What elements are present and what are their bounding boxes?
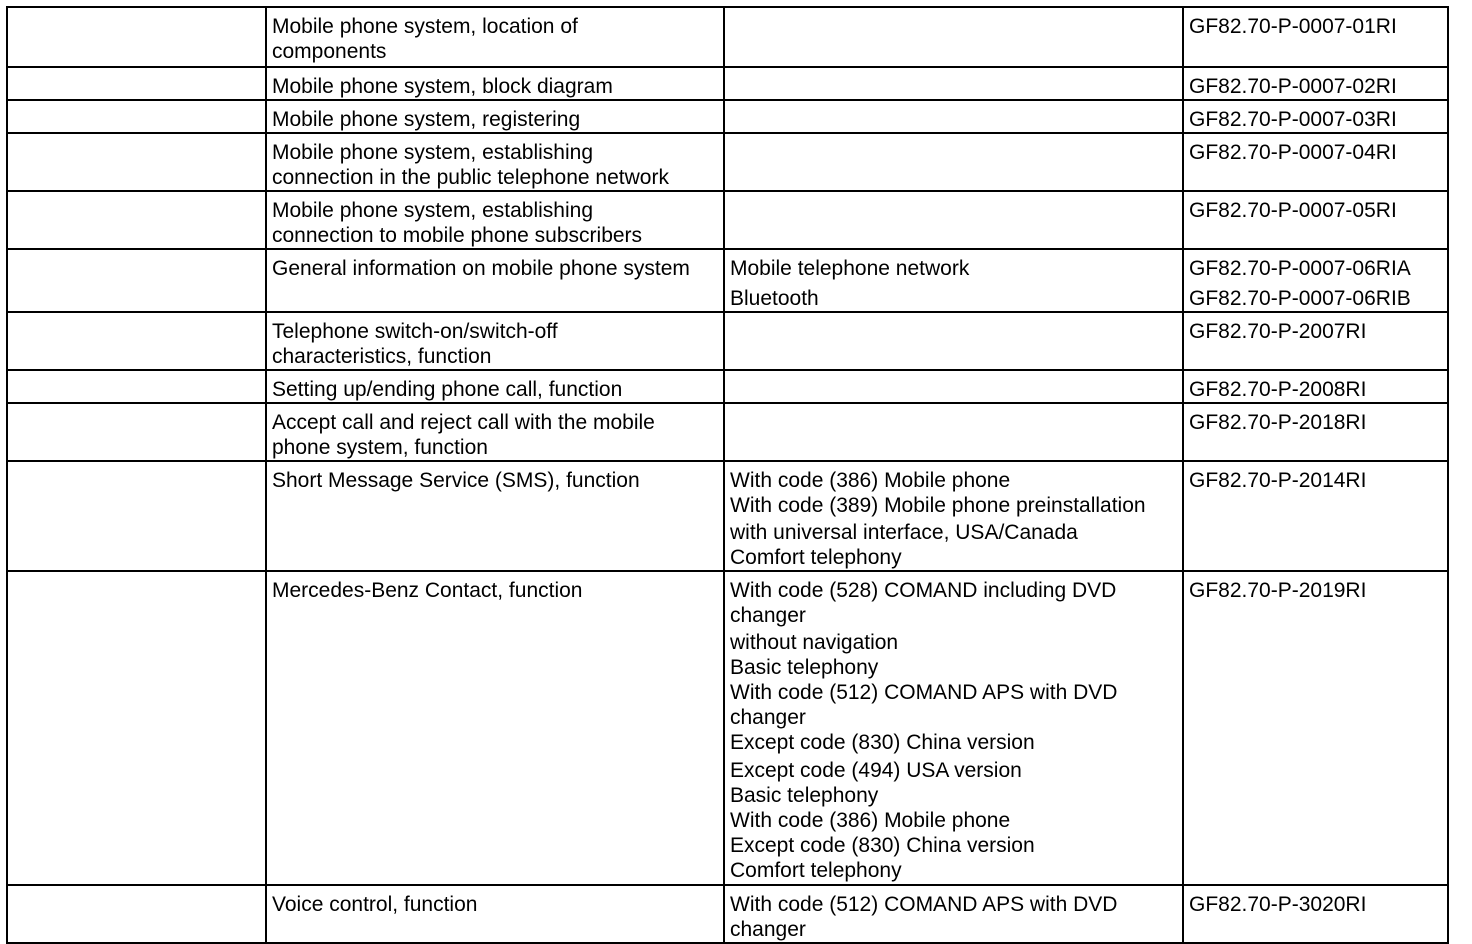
conditions-cell xyxy=(724,370,1183,403)
conditions-cell xyxy=(724,7,1183,67)
title-cell xyxy=(266,403,724,461)
title-cell xyxy=(266,100,724,133)
condition-line: With code (528) COMAND including DVD xyxy=(730,579,1117,602)
document-table xyxy=(6,6,1449,944)
title-line: General information on mobile phone system xyxy=(272,257,690,280)
condition-line: With code (386) Mobile phone xyxy=(730,809,1011,832)
table-row xyxy=(7,370,1448,403)
code-cell xyxy=(1183,191,1448,249)
table-row xyxy=(7,403,1448,461)
table-row xyxy=(7,133,1448,191)
code-cell xyxy=(1183,100,1448,133)
table-row xyxy=(7,67,1448,100)
conditions-cell xyxy=(724,191,1183,249)
code-cell xyxy=(1183,133,1448,191)
table-row xyxy=(7,191,1448,249)
document-code: GF82.70-P-2007RI xyxy=(1189,320,1367,343)
title-line: Accept call and reject call with the mobile xyxy=(272,411,655,434)
title-line: Short Message Service (SMS), function xyxy=(272,469,640,492)
title-line: Mobile phone system, establishing xyxy=(272,199,594,222)
empty-cell xyxy=(7,7,266,67)
code-cell xyxy=(1183,461,1448,571)
document-code: GF82.70-P-0007-06RIB xyxy=(1189,287,1411,310)
condition-line: with universal interface, USA/Canada xyxy=(730,521,1078,544)
document-code: GF82.70-P-0007-01RI xyxy=(1189,15,1397,38)
condition-line: Except code (830) China version xyxy=(730,731,1035,754)
empty-cell xyxy=(7,461,266,571)
title-line: Mobile phone system, block diagram xyxy=(272,75,613,98)
condition-line: With code (512) COMAND APS with DVD xyxy=(730,893,1118,916)
conditions-cell xyxy=(724,249,1183,312)
title-line: Mercedes-Benz Contact, function xyxy=(272,579,583,602)
conditions-cell xyxy=(724,133,1183,191)
table-row xyxy=(7,7,1448,67)
title-cell xyxy=(266,249,724,312)
title-line: Setting up/ending phone call, function xyxy=(272,378,623,401)
document-code: GF82.70-P-0007-05RI xyxy=(1189,199,1397,222)
title-line: connection in the public telephone network xyxy=(272,166,669,189)
code-cell xyxy=(1183,7,1448,67)
empty-cell xyxy=(7,403,266,461)
condition-line: Except code (830) China version xyxy=(730,834,1035,857)
condition-line: changer xyxy=(730,604,806,627)
code-cell xyxy=(1183,370,1448,403)
empty-cell xyxy=(7,67,266,100)
document-code: GF82.70-P-3020RI xyxy=(1189,893,1367,916)
title-line: Mobile phone system, location of xyxy=(272,15,578,38)
empty-cell xyxy=(7,249,266,312)
condition-line: without navigation xyxy=(730,631,899,654)
title-line: components xyxy=(272,40,387,63)
title-line: Telephone switch-on/switch-off xyxy=(272,320,558,343)
title-cell xyxy=(266,191,724,249)
condition-line: Basic telephony xyxy=(730,656,879,679)
title-cell xyxy=(266,67,724,100)
document-code: GF82.70-P-0007-02RI xyxy=(1189,75,1397,98)
title-line: Mobile phone system, establishing xyxy=(272,141,594,164)
condition-line: Bluetooth xyxy=(730,287,819,310)
empty-cell xyxy=(7,885,266,943)
conditions-cell xyxy=(724,312,1183,370)
condition-line: Basic telephony xyxy=(730,784,879,807)
document-code: GF82.70-P-2019RI xyxy=(1189,579,1367,602)
empty-cell xyxy=(7,191,266,249)
title-cell xyxy=(266,370,724,403)
table-row xyxy=(7,100,1448,133)
empty-cell xyxy=(7,370,266,403)
condition-line: With code (512) COMAND APS with DVD xyxy=(730,681,1118,704)
title-cell xyxy=(266,571,724,885)
title-cell xyxy=(266,885,724,943)
title-cell xyxy=(266,312,724,370)
code-cell xyxy=(1183,885,1448,943)
document-code: GF82.70-P-0007-04RI xyxy=(1189,141,1397,164)
empty-cell xyxy=(7,100,266,133)
title-line: connection to mobile phone subscribers xyxy=(272,224,643,247)
title-line: Voice control, function xyxy=(272,893,478,916)
condition-line: changer xyxy=(730,706,806,729)
conditions-cell xyxy=(724,100,1183,133)
code-cell xyxy=(1183,249,1448,312)
table-row xyxy=(7,312,1448,370)
title-line: Mobile phone system, registering xyxy=(272,108,581,131)
title-cell xyxy=(266,133,724,191)
conditions-cell xyxy=(724,461,1183,571)
condition-line: Except code (494) USA version xyxy=(730,759,1022,782)
empty-cell xyxy=(7,133,266,191)
conditions-cell xyxy=(724,67,1183,100)
table-row xyxy=(7,571,1448,885)
document-code: GF82.70-P-2014RI xyxy=(1189,469,1367,492)
condition-line: Comfort telephony xyxy=(730,546,902,569)
document-code: GF82.70-P-0007-06RIA xyxy=(1189,257,1411,280)
condition-line: Comfort telephony xyxy=(730,859,902,882)
code-cell xyxy=(1183,312,1448,370)
conditions-cell xyxy=(724,571,1183,885)
document-code: GF82.70-P-2018RI xyxy=(1189,411,1367,434)
title-cell xyxy=(266,7,724,67)
title-line: phone system, function xyxy=(272,436,488,459)
condition-line: With code (389) Mobile phone preinstallation xyxy=(730,494,1146,517)
code-cell xyxy=(1183,403,1448,461)
empty-cell xyxy=(7,312,266,370)
condition-line: changer xyxy=(730,918,806,941)
title-cell xyxy=(266,461,724,571)
document-code: GF82.70-P-2008RI xyxy=(1189,378,1367,401)
conditions-cell xyxy=(724,403,1183,461)
condition-line: With code (386) Mobile phone xyxy=(730,469,1011,492)
document-code: GF82.70-P-0007-03RI xyxy=(1189,108,1397,131)
table-row xyxy=(7,249,1448,312)
table-row xyxy=(7,461,1448,571)
code-cell xyxy=(1183,67,1448,100)
conditions-cell xyxy=(724,885,1183,943)
condition-line: Mobile telephone network xyxy=(730,257,970,280)
table-row xyxy=(7,885,1448,943)
title-line: characteristics, function xyxy=(272,345,492,368)
empty-cell xyxy=(7,571,266,885)
code-cell xyxy=(1183,571,1448,885)
document-table-body xyxy=(7,7,1448,943)
